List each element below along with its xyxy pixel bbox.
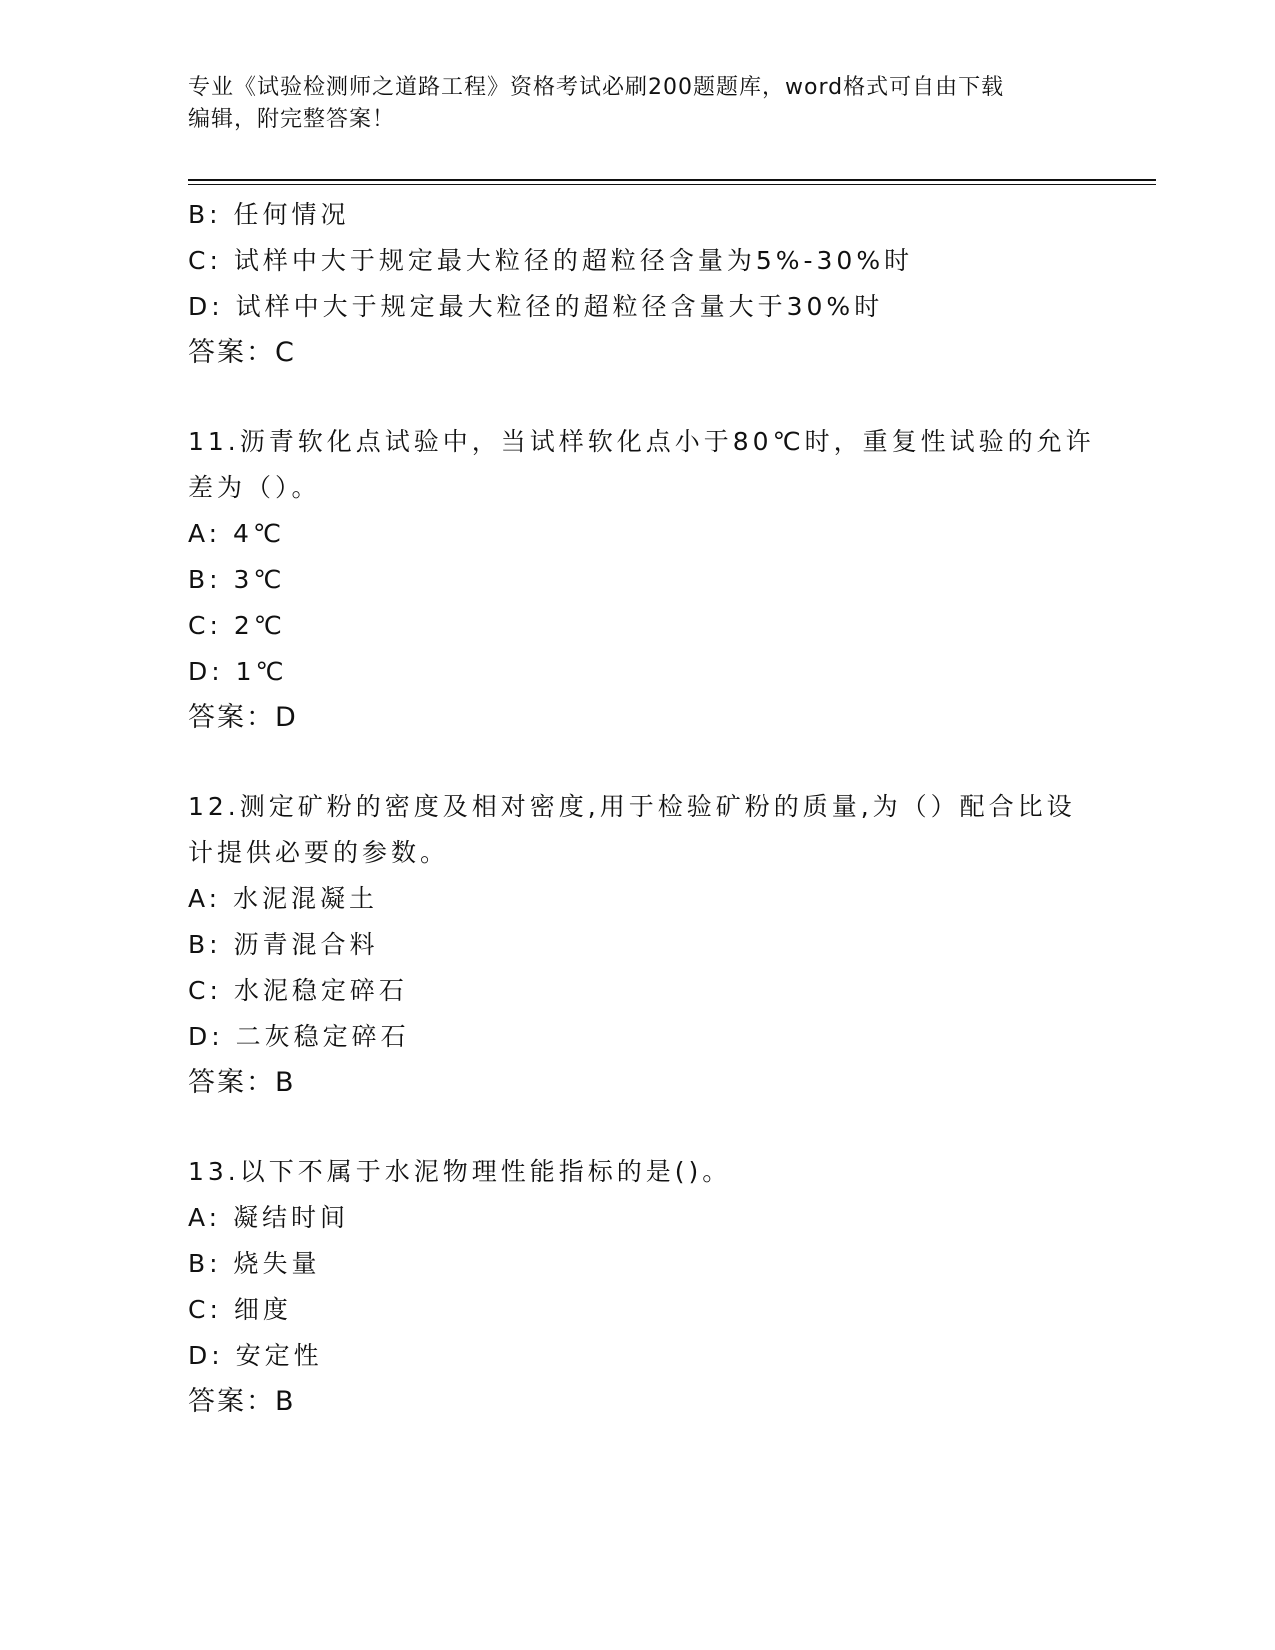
option-b: B: 沥青混合料	[188, 930, 379, 959]
option-d: D: 二灰稳定碎石	[188, 1022, 410, 1051]
option-b: B: 任何情况	[188, 200, 350, 229]
option-c: C: 水泥稳定碎石	[188, 976, 408, 1005]
option-c: C: 2℃	[188, 611, 286, 640]
question-11	[188, 419, 1108, 741]
spacer	[188, 741, 1108, 784]
question-stem-line-1: 12.测定矿粉的密度及相对密度,用于检验矿粉的质量,为（）配合比设	[188, 792, 1076, 821]
option-c: C: 细度	[188, 1295, 292, 1324]
question-list	[188, 192, 1108, 1425]
question-stem-line-2: 计提供必要的参数。	[188, 838, 450, 867]
option-c: C: 试样中大于规定最大粒径的超粒径含量为5%-30%时	[188, 246, 914, 275]
option-a: A: 水泥混凝土	[188, 884, 379, 913]
spacer	[188, 1106, 1108, 1149]
header-divider-thin	[188, 184, 1156, 185]
header-divider-thick	[188, 179, 1156, 181]
option-a: A: 凝结时间	[188, 1203, 350, 1232]
question-stem-line-1: 11.沥青软化点试验中，当试样软化点小于80℃时，重复性试验的允许	[188, 427, 1095, 456]
answer: 答案：B	[188, 1067, 296, 1098]
option-d: D: 试样中大于规定最大粒径的超粒径含量大于30%时	[188, 292, 884, 321]
document-header	[188, 72, 1088, 136]
question-12	[188, 784, 1108, 1106]
question-stem-line-1: 13.以下不属于水泥物理性能指标的是()。	[188, 1157, 732, 1186]
question-10-tail	[188, 192, 1108, 376]
option-b: B: 3℃	[188, 565, 286, 594]
question-stem-line-2: 差为（）。	[188, 473, 321, 502]
option-b: B: 烧失量	[188, 1249, 321, 1278]
option-a: A: 4℃	[188, 519, 286, 548]
answer: 答案：C	[188, 337, 296, 368]
answer: 答案：D	[188, 702, 298, 733]
option-d: D: 1℃	[188, 657, 288, 686]
header-line-1: 专业《试验检测师之道路工程》资格考试必刷200题题库，word格式可自由下载	[188, 75, 1005, 100]
spacer	[188, 376, 1108, 419]
header-line-2: 编辑，附完整答案！	[188, 107, 396, 132]
question-13	[188, 1149, 1108, 1425]
option-d: D: 安定性	[188, 1341, 323, 1370]
answer: 答案：B	[188, 1386, 296, 1417]
